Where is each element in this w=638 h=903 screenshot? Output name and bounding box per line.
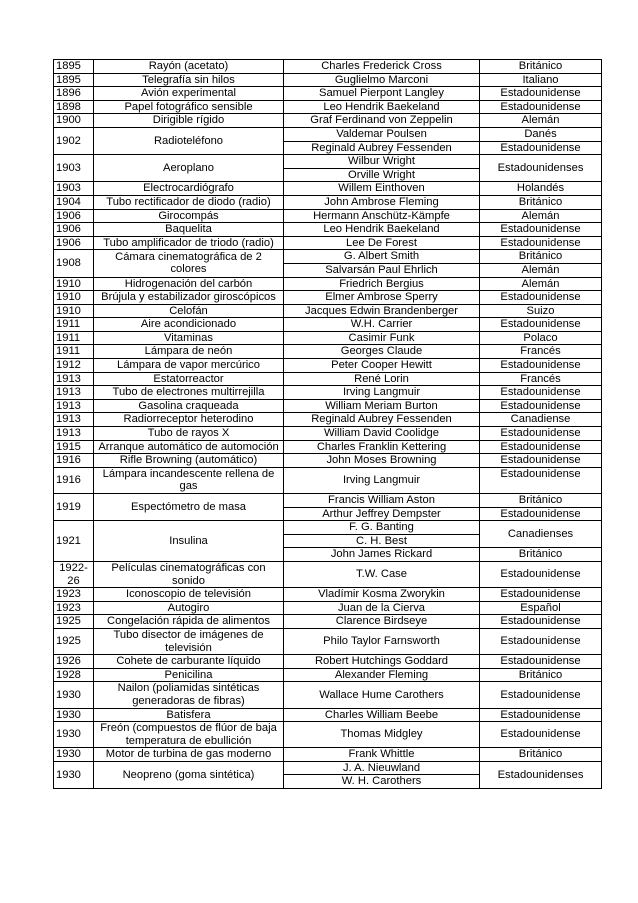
invention-cell: Freón (compuestos de flúor de baja temperatura de ebullición <box>94 722 284 748</box>
inventor-cell: Friedrich Bergius <box>284 277 480 291</box>
year-cell: 1900 <box>54 114 94 128</box>
invention-cell: Iconoscopio de televisión <box>94 588 284 602</box>
invention-cell: Celofán <box>94 304 284 318</box>
table-row <box>54 359 602 373</box>
year-cell: 1913 <box>54 399 94 413</box>
invention-cell: Congelación rápida de alimentos <box>94 615 284 629</box>
invention-cell: Gasolina craqueada <box>94 399 284 413</box>
table-row <box>54 127 602 141</box>
invention-cell: Insulina <box>94 521 284 562</box>
inventor-cell: Guglielmo Marconi <box>284 73 480 87</box>
table-row <box>54 236 602 250</box>
inventor-cell: Leo Hendrik Baekeland <box>284 100 480 114</box>
invention-cell: Tubo de rayos X <box>94 427 284 441</box>
year-cell: 1930 <box>54 761 94 788</box>
year-cell: 1903 <box>54 155 94 182</box>
year-cell: 1926 <box>54 655 94 669</box>
year-cell: 1902 <box>54 127 94 154</box>
table-row <box>54 331 602 345</box>
nationality-cell: Estadounidense <box>480 588 602 602</box>
year-cell: 1898 <box>54 100 94 114</box>
inventor-cell: Juan de la Cierva <box>284 601 480 615</box>
year-cell: 1916 <box>54 467 94 493</box>
table-row <box>54 748 602 762</box>
table-row <box>54 454 602 468</box>
table-row <box>54 60 602 74</box>
year-cell: 1895 <box>54 73 94 87</box>
year-cell: 1930 <box>54 722 94 748</box>
inventor-cell: Thomas Midgley <box>284 722 480 748</box>
invention-cell: Tubo disector de imágenes de televisión <box>94 628 284 654</box>
table-row <box>54 708 602 722</box>
year-cell: 1925 <box>54 615 94 629</box>
inventions-table-body <box>54 60 602 789</box>
table-row <box>54 655 602 669</box>
nationality-cell: Suizo <box>480 304 602 318</box>
year-cell: 1923 <box>54 588 94 602</box>
nationality-cell: Alemán <box>480 209 602 223</box>
nationality-cell: Estadounidense <box>480 386 602 400</box>
invention-cell: Neopreno (goma sintética) <box>94 761 284 788</box>
nationality-cell: Estadounidense <box>480 223 602 237</box>
inventor-cell: Casimir Funk <box>284 331 480 345</box>
year-cell: 1910 <box>54 304 94 318</box>
table-row <box>54 521 602 535</box>
year-cell: 1906 <box>54 236 94 250</box>
nationality-cell: Alemán <box>480 114 602 128</box>
invention-cell: Rifle Browning (automático) <box>94 454 284 468</box>
table-row <box>54 291 602 305</box>
inventor-cell: Wilbur Wright <box>284 155 480 169</box>
nationality-cell: Estadounidense <box>480 141 602 155</box>
invention-cell: Lámpara de neón <box>94 345 284 359</box>
inventor-cell: William Meriam Burton <box>284 399 480 413</box>
nationality-cell: Británico <box>480 668 602 682</box>
nationality-cell: Alemán <box>480 263 602 277</box>
inventor-cell: Lee De Forest <box>284 236 480 250</box>
invention-cell: Lámpara de vapor mercúrico <box>94 359 284 373</box>
year-cell: 1903 <box>54 182 94 196</box>
year-cell: 1913 <box>54 372 94 386</box>
nationality-cell: Estadounidense <box>480 399 602 413</box>
year-cell: 1928 <box>54 668 94 682</box>
nationality-cell: Estadounidense <box>480 682 602 708</box>
inventor-cell: Charles Franklin Kettering <box>284 440 480 454</box>
inventor-cell: Frank Whittle <box>284 748 480 762</box>
year-cell: 1921 <box>54 521 94 562</box>
invention-cell: Estatorreactor <box>94 372 284 386</box>
year-cell: 1925 <box>54 628 94 654</box>
nationality-cell: Estadounidense <box>480 454 602 468</box>
nationality-cell: Británico <box>480 195 602 209</box>
inventor-cell: Elmer Ambrose Sperry <box>284 291 480 305</box>
inventor-cell: Peter Cooper Hewitt <box>284 359 480 373</box>
nationality-cell: Estadounidense <box>480 561 602 587</box>
invention-cell: Penicilina <box>94 668 284 682</box>
invention-cell: Tubo rectificador de diodo (radio) <box>94 195 284 209</box>
inventions-table <box>53 59 602 789</box>
nationality-cell: Francés <box>480 345 602 359</box>
nationality-cell: Danés <box>480 127 602 141</box>
table-row <box>54 588 602 602</box>
invention-cell: Girocompás <box>94 209 284 223</box>
invention-cell: Radiorreceptor heterodino <box>94 413 284 427</box>
year-cell: 1912 <box>54 359 94 373</box>
inventor-cell: Orville Wright <box>284 168 480 182</box>
year-cell: 1916 <box>54 454 94 468</box>
inventor-cell: Charles Frederick Cross <box>284 60 480 74</box>
inventor-cell: Hermann Anschütz-Kämpfe <box>284 209 480 223</box>
table-row <box>54 318 602 332</box>
invention-cell: Electrocardiógrafo <box>94 182 284 196</box>
table-row <box>54 100 602 114</box>
table-row <box>54 223 602 237</box>
inventor-cell: Clarence Birdseye <box>284 615 480 629</box>
inventor-cell: W.H. Carrier <box>284 318 480 332</box>
table-row <box>54 413 602 427</box>
inventor-cell: René Lorin <box>284 372 480 386</box>
invention-cell: Vitaminas <box>94 331 284 345</box>
invention-cell: Tubo amplificador de triodo (radio) <box>94 236 284 250</box>
table-row <box>54 304 602 318</box>
nationality-cell: Estadounidense <box>480 507 602 521</box>
nationality-cell: Británico <box>480 250 602 264</box>
inventor-cell: Francis William Aston <box>284 494 480 508</box>
year-cell: 1923 <box>54 601 94 615</box>
inventor-cell: Arthur Jeffrey Dempster <box>284 507 480 521</box>
inventor-cell: Reginald Aubrey Fessenden <box>284 413 480 427</box>
year-cell: 1922-26 <box>54 561 94 587</box>
table-row <box>54 250 602 264</box>
nationality-cell: Estadounidense <box>480 467 602 493</box>
nationality-cell: Canadienses <box>480 521 602 548</box>
table-row <box>54 73 602 87</box>
nationality-cell: Estadounidense <box>480 440 602 454</box>
invention-cell: Radioteléfono <box>94 127 284 154</box>
nationality-cell: Estadounidense <box>480 318 602 332</box>
table-row <box>54 427 602 441</box>
inventor-cell: Salvarsán Paul Ehrlich <box>284 263 480 277</box>
table-row <box>54 195 602 209</box>
inventor-cell: Graf Ferdinand von Zeppelin <box>284 114 480 128</box>
table-row <box>54 209 602 223</box>
nationality-cell: Estadounidense <box>480 708 602 722</box>
invention-cell: Baquelita <box>94 223 284 237</box>
nationality-cell: Estadounidense <box>480 359 602 373</box>
invention-cell: Espectómetro de masa <box>94 494 284 521</box>
invention-cell: Cámara cinematográfica de 2 colores <box>94 250 284 277</box>
inventor-cell: Reginald Aubrey Fessenden <box>284 141 480 155</box>
table-row <box>54 399 602 413</box>
nationality-cell: Estadounidense <box>480 427 602 441</box>
year-cell: 1906 <box>54 223 94 237</box>
inventor-cell: Charles William Beebe <box>284 708 480 722</box>
invention-cell: Batisfera <box>94 708 284 722</box>
inventor-cell: Philo Taylor Farnsworth <box>284 628 480 654</box>
nationality-cell: Francés <box>480 372 602 386</box>
inventor-cell: G. Albert Smith <box>284 250 480 264</box>
inventor-cell: Georges Claude <box>284 345 480 359</box>
year-cell: 1908 <box>54 250 94 277</box>
inventor-cell: Leo Hendrik Baekeland <box>284 223 480 237</box>
table-row <box>54 182 602 196</box>
table-row <box>54 87 602 101</box>
year-cell: 1895 <box>54 60 94 74</box>
inventor-cell: J. A. Nieuwland <box>284 761 480 775</box>
inventor-cell: Valdemar Poulsen <box>284 127 480 141</box>
table-row <box>54 277 602 291</box>
table-row <box>54 494 602 508</box>
nationality-cell: Estadounidense <box>480 100 602 114</box>
inventor-cell: C. H. Best <box>284 534 480 548</box>
table-row <box>54 155 602 169</box>
year-cell: 1913 <box>54 386 94 400</box>
nationality-cell: Estadounidense <box>480 628 602 654</box>
invention-cell: Rayón (acetato) <box>94 60 284 74</box>
year-cell: 1915 <box>54 440 94 454</box>
nationality-cell: Estadounidense <box>480 655 602 669</box>
table-row <box>54 668 602 682</box>
invention-cell: Hidrogenación del carbón <box>94 277 284 291</box>
nationality-cell: Estadounidense <box>480 236 602 250</box>
year-cell: 1896 <box>54 87 94 101</box>
year-cell: 1930 <box>54 748 94 762</box>
nationality-cell: Alemán <box>480 277 602 291</box>
inventor-cell: William David Coolidge <box>284 427 480 441</box>
invention-cell: Aeroplano <box>94 155 284 182</box>
nationality-cell: Estadounidense <box>480 615 602 629</box>
inventor-cell: Alexander Fleming <box>284 668 480 682</box>
inventor-cell: John Ambrose Fleming <box>284 195 480 209</box>
table-row <box>54 601 602 615</box>
invention-cell: Nailon (poliamidas sintéticas generadoras de fibras) <box>94 682 284 708</box>
table-row <box>54 386 602 400</box>
invention-cell: Telegrafía sin hilos <box>94 73 284 87</box>
year-cell: 1919 <box>54 494 94 521</box>
nationality-cell: Británico <box>480 494 602 508</box>
table-row <box>54 372 602 386</box>
invention-cell: Avión experimental <box>94 87 284 101</box>
year-cell: 1904 <box>54 195 94 209</box>
year-cell: 1911 <box>54 331 94 345</box>
nationality-cell: Canadiense <box>480 413 602 427</box>
year-cell: 1913 <box>54 427 94 441</box>
inventor-cell: Jacques Edwin Brandenberger <box>284 304 480 318</box>
year-cell: 1913 <box>54 413 94 427</box>
inventor-cell: John Moses Browning <box>284 454 480 468</box>
inventor-cell: John James Rickard <box>284 548 480 562</box>
inventions-sheet <box>53 59 602 789</box>
nationality-cell: Estadounidenses <box>480 155 602 182</box>
table-row <box>54 114 602 128</box>
nationality-cell: Polaco <box>480 331 602 345</box>
invention-cell: Autogiro <box>94 601 284 615</box>
inventor-cell: Irving Langmuir <box>284 386 480 400</box>
nationality-cell: Británico <box>480 60 602 74</box>
year-cell: 1911 <box>54 318 94 332</box>
nationality-cell: Holandés <box>480 182 602 196</box>
inventor-cell: Samuel Pierpont Langley <box>284 87 480 101</box>
year-cell: 1910 <box>54 277 94 291</box>
inventor-cell: Irving Langmuir <box>284 467 480 493</box>
invention-cell: Arranque automático de automoción <box>94 440 284 454</box>
nationality-cell: Italiano <box>480 73 602 87</box>
table-row <box>54 345 602 359</box>
nationality-cell: Estadounidenses <box>480 761 602 788</box>
nationality-cell: Estadounidense <box>480 87 602 101</box>
year-cell: 1930 <box>54 708 94 722</box>
invention-cell: Lámpara incandescente rellena de gas <box>94 467 284 493</box>
invention-cell: Dirigible rígido <box>94 114 284 128</box>
year-cell: 1910 <box>54 291 94 305</box>
inventor-cell: Willem Einthoven <box>284 182 480 196</box>
invention-cell: Tubo de electrones multirrejilla <box>94 386 284 400</box>
nationality-cell: Estadounidense <box>480 722 602 748</box>
table-row <box>54 761 602 775</box>
inventor-cell: F. G. Banting <box>284 521 480 535</box>
year-cell: 1930 <box>54 682 94 708</box>
invention-cell: Aire acondicionado <box>94 318 284 332</box>
nationality-cell: Estadounidense <box>480 291 602 305</box>
year-cell: 1911 <box>54 345 94 359</box>
year-cell: 1906 <box>54 209 94 223</box>
invention-cell: Brújula y estabilizador giroscópicos <box>94 291 284 305</box>
inventor-cell: W. H. Carothers <box>284 775 480 789</box>
nationality-cell: Británico <box>480 548 602 562</box>
inventor-cell: Wallace Hume Carothers <box>284 682 480 708</box>
invention-cell: Películas cinematográficas con sonido <box>94 561 284 587</box>
invention-cell: Cohete de carburante líquido <box>94 655 284 669</box>
inventor-cell: Vladímir Kosma Zworykin <box>284 588 480 602</box>
inventor-cell: T.W. Case <box>284 561 480 587</box>
invention-cell: Papel fotográfico sensible <box>94 100 284 114</box>
nationality-cell: Británico <box>480 748 602 762</box>
invention-cell: Motor de turbina de gas moderno <box>94 748 284 762</box>
nationality-cell: Español <box>480 601 602 615</box>
table-row <box>54 615 602 629</box>
inventor-cell: Robert Hutchings Goddard <box>284 655 480 669</box>
